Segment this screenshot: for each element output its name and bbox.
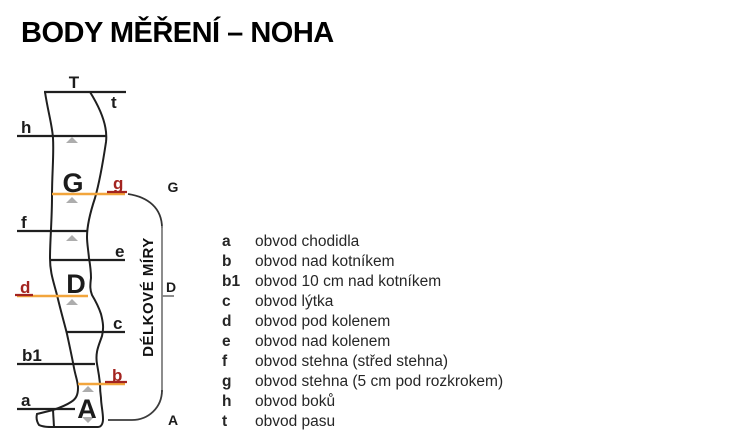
length-axis-label: DÉLKOVÉ MÍRY xyxy=(140,237,157,357)
label-a: a xyxy=(21,391,31,410)
label-G-big: G xyxy=(62,168,84,198)
label-d: d xyxy=(20,278,31,297)
label-h: h xyxy=(21,118,32,137)
legend-key: b1 xyxy=(222,273,241,290)
label-e: e xyxy=(115,242,125,261)
legend-row xyxy=(222,412,503,432)
bracket-label-D: D xyxy=(165,279,177,295)
legend-row xyxy=(222,272,503,292)
legend-desc: obvod pasu xyxy=(255,413,336,430)
label-b1: b1 xyxy=(22,346,42,365)
length-bracket-top-curve xyxy=(128,194,162,228)
bracket-label-A: A xyxy=(167,412,179,428)
length-bracket-bottom-curve xyxy=(108,390,162,420)
bracket-label-G: G xyxy=(167,179,179,195)
legend-desc: obvod pod kolenem xyxy=(255,313,391,330)
toe-cap-line xyxy=(53,410,54,427)
legend-desc: obvod nad kolenem xyxy=(255,333,391,350)
legend-desc: obvod nad kotníkem xyxy=(255,253,395,270)
legend-desc: obvod stehna (5 cm pod rozkrokem) xyxy=(255,373,504,390)
label-t: t xyxy=(111,93,117,112)
legend-key: t xyxy=(222,413,228,430)
legend-key: h xyxy=(222,393,232,410)
legend-key: d xyxy=(222,313,232,330)
legend-key: g xyxy=(222,373,232,390)
legend-row xyxy=(222,332,503,352)
legend-key: a xyxy=(222,233,231,250)
legend-desc: obvod boků xyxy=(255,393,336,410)
label-D-big: D xyxy=(66,269,86,299)
legend xyxy=(222,232,503,432)
page-title: BODY MĚŘENÍ – NOHA xyxy=(21,17,334,49)
legend-row xyxy=(222,312,503,332)
legend-key: e xyxy=(222,333,231,350)
label-f: f xyxy=(21,213,27,232)
legend-row xyxy=(222,352,503,372)
legend-key: b xyxy=(222,253,232,270)
legend-key: f xyxy=(222,353,228,370)
legend-row xyxy=(222,392,503,412)
legend-desc: obvod lýtka xyxy=(255,293,334,310)
label-g: g xyxy=(113,174,124,193)
legend-row xyxy=(222,372,503,392)
label-A-big: A xyxy=(77,394,97,424)
legend-desc: obvod chodidla xyxy=(255,233,360,250)
label-b: b xyxy=(112,366,123,385)
legend-desc: obvod stehna (střed stehna) xyxy=(255,353,449,370)
legend-key: c xyxy=(222,293,231,310)
legend-row xyxy=(222,232,503,252)
legend-row xyxy=(222,292,503,312)
label-c: c xyxy=(113,314,123,333)
legend-row xyxy=(222,252,503,272)
label-T: T xyxy=(68,73,80,92)
legend-desc: obvod 10 cm nad kotníkem xyxy=(255,273,442,290)
